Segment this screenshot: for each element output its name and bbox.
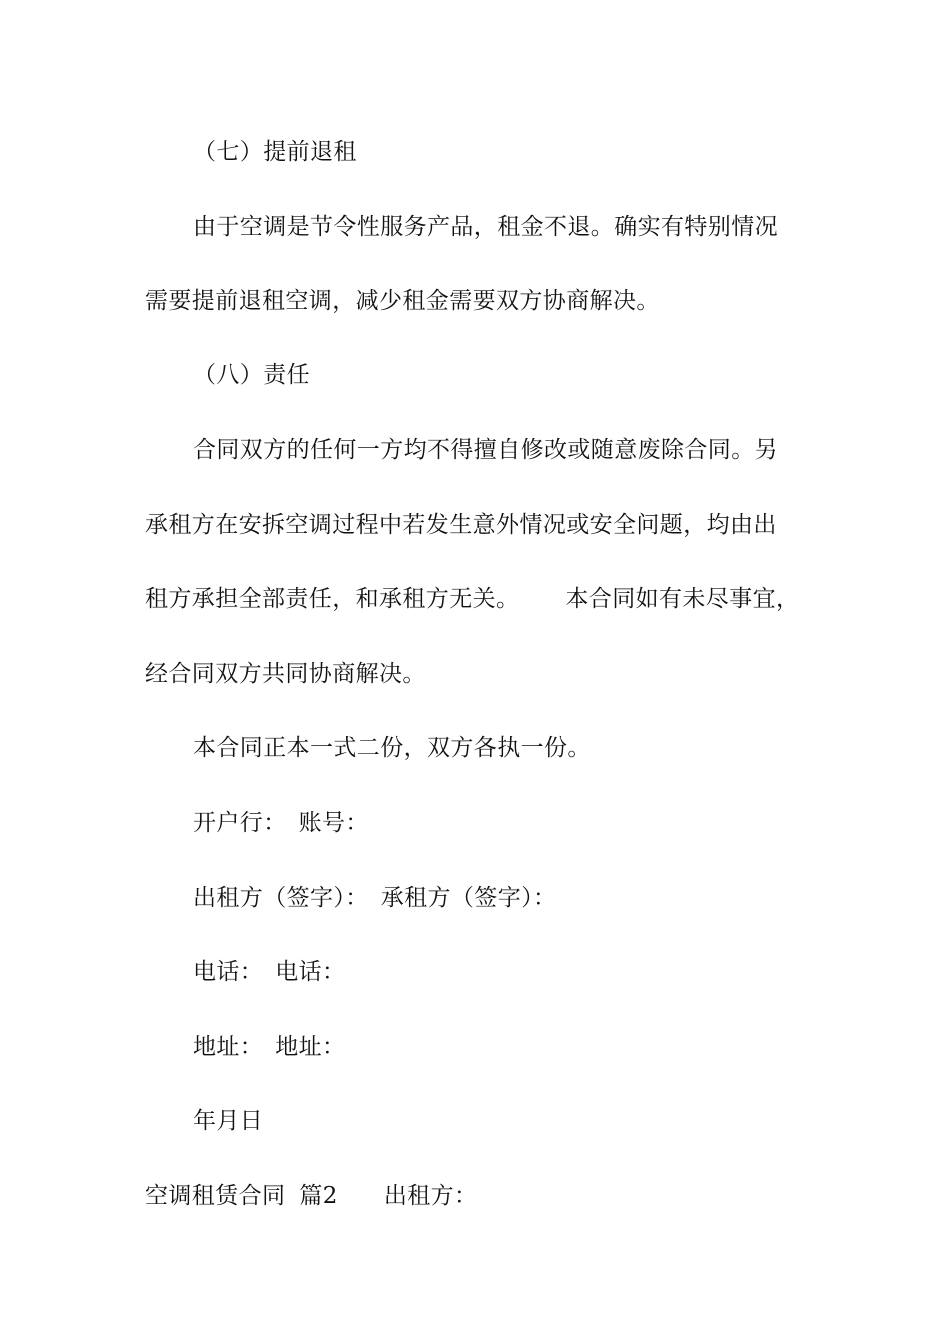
- paragraph-line: 由于空调是节令性服务产品，租金不退。确实有特别情况: [193, 214, 778, 240]
- signature-line: 出租方（签字）： 承租方（签字）：: [193, 885, 557, 911]
- section-heading-early-termination: （七）提前退租: [193, 139, 357, 165]
- address-line: 地址： 地址：: [193, 1034, 346, 1060]
- date-line: 年月日: [193, 1108, 264, 1134]
- copies-clause: 本合同正本一式二份，双方各执一份。: [193, 735, 591, 761]
- bank-account-line: 开户行： 账号：: [193, 810, 369, 836]
- paragraph-line: 需要提前退租空调，减少租金需要双方协商解决。: [145, 288, 660, 314]
- paragraph-line: 经合同双方共同协商解决。: [145, 661, 426, 687]
- paragraph-line: 承租方在安拆空调过程中若发生意外情况或安全问题，均由出: [145, 512, 777, 538]
- phone-line: 电话： 电话：: [193, 959, 346, 985]
- section-heading-responsibility: （八）责任: [193, 362, 310, 388]
- contract-title-line: 空调租赁合同 篇2 出租方：: [145, 1183, 478, 1209]
- paragraph-line: 租方承担全部责任，和承租方无关。 本合同如有未尽事宜，: [145, 586, 800, 612]
- paragraph-line: 合同双方的任何一方均不得擅自修改或随意废除合同。另: [193, 437, 778, 463]
